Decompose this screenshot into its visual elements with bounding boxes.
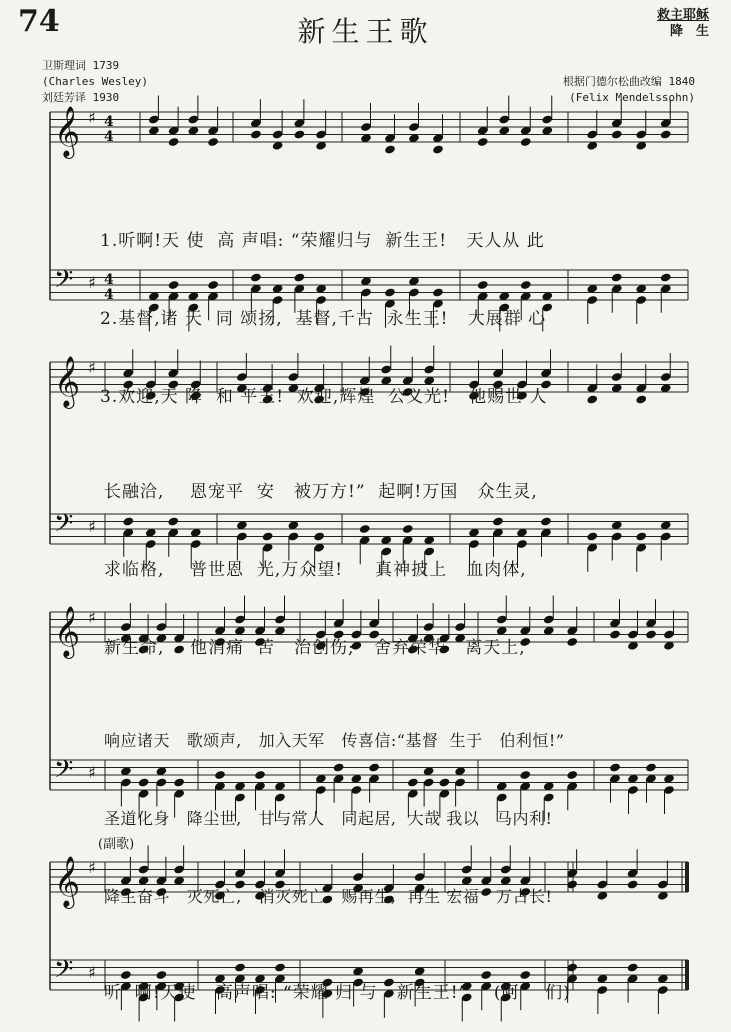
treble-clef-icon: 𝄞 bbox=[54, 356, 81, 407]
lyrics-system-3 bbox=[104, 676, 564, 936]
notehead bbox=[293, 129, 305, 139]
notehead bbox=[609, 762, 621, 772]
lyrics-system-2 bbox=[104, 427, 538, 687]
key-signature-sharp: ♯ bbox=[88, 858, 96, 877]
notehead bbox=[566, 770, 578, 780]
bass-clef-icon: 𝄢 bbox=[54, 755, 74, 790]
verse-2-line: 圣道化身 降尘世, 甘与常人 同起居, 大哉 我以 马内利! bbox=[104, 809, 553, 828]
verse-3-line: 新生命, 他消痛 苦 治创伤; 舍弃荣华 离天上, bbox=[104, 638, 526, 658]
notehead bbox=[660, 272, 672, 282]
key-signature-sharp: ♯ bbox=[88, 517, 96, 536]
key-signature-sharp: ♯ bbox=[88, 273, 96, 292]
notehead bbox=[586, 394, 598, 404]
treble-clef-icon: 𝄞 bbox=[54, 606, 81, 657]
verse-1-line: 长融洽, 恩宠平 安 被万方!” 起啊!万国 众生灵, bbox=[104, 482, 538, 502]
notehead bbox=[566, 637, 578, 647]
chorus-label: (副歌) bbox=[98, 837, 135, 852]
hymn-title: 新生王歌 bbox=[297, 15, 434, 48]
bass-clef-icon: 𝄢 bbox=[54, 955, 74, 990]
bass-clef-icon: 𝄢 bbox=[54, 509, 74, 544]
lyrics-chorus bbox=[104, 928, 571, 1032]
notehead bbox=[540, 516, 552, 526]
notehead bbox=[611, 129, 623, 139]
time-signature-top: 4 bbox=[104, 114, 114, 130]
key-signature-sharp: ♯ bbox=[88, 963, 96, 982]
category-line-2: 降 生 bbox=[669, 24, 709, 39]
chorus-line: 听 啊!天使 高声唱: “荣耀 归 与 新生王!” (阿 们) bbox=[104, 983, 571, 1003]
hymn-number: 74 bbox=[18, 4, 60, 39]
composer-english: (Felix Mendelssohn) bbox=[569, 91, 695, 104]
notehead bbox=[520, 137, 532, 147]
verse-3-line: 降生奋斗 灭死亡, 消灭死亡 赐再生, 再生 宏福 万古长! bbox=[104, 887, 553, 906]
verse-1-line: 响应诸天 歌颂声, 加入天军 传喜信:“基督 生于 伯利恒!” bbox=[104, 731, 565, 750]
notehead bbox=[250, 129, 262, 139]
notehead bbox=[635, 531, 647, 541]
verse-3-line: 3.欢迎,天 降 和 平王! 欢迎,辉煌 公义光! 他赐世 人 bbox=[100, 387, 548, 407]
verse-2-line: 求临格, 普世恩 光,万众望! 真神披上 血肉体, bbox=[104, 560, 527, 580]
lyricist-english: (Charles Wesley) bbox=[42, 75, 148, 88]
notehead bbox=[627, 879, 639, 889]
time-signature-bottom: 4 bbox=[104, 129, 114, 145]
notehead bbox=[611, 272, 623, 282]
category-line-1: 救主耶稣 bbox=[656, 8, 709, 23]
time-signature-top: 4 bbox=[104, 272, 114, 288]
notehead bbox=[660, 129, 672, 139]
bass-clef-icon: 𝄢 bbox=[54, 265, 74, 300]
lyricist: 卫斯理词 1739 bbox=[42, 59, 120, 72]
translator: 刘廷芳译 1930 bbox=[42, 91, 120, 104]
lyrics-system-1 bbox=[100, 176, 548, 436]
time-signature-bottom: 4 bbox=[104, 287, 114, 303]
notehead bbox=[432, 144, 444, 154]
notehead bbox=[609, 629, 621, 639]
final-barline-thick bbox=[685, 862, 689, 892]
notehead bbox=[635, 394, 647, 404]
verse-1-line: 1.听啊!天 使 高 声唱: “荣耀归与 新生王! 天人从 此 bbox=[100, 231, 545, 251]
key-signature-sharp: ♯ bbox=[88, 358, 96, 377]
notehead bbox=[477, 137, 489, 147]
composer: 根据门德尔松曲改编 1840 bbox=[562, 75, 695, 88]
notehead bbox=[645, 762, 657, 772]
key-signature-sharp: ♯ bbox=[88, 763, 96, 782]
notehead bbox=[627, 962, 639, 972]
verse-2-line: 2.基督,诸 天 同 颂扬, 基督,千古 永生王! 大展群 心 bbox=[100, 309, 547, 329]
key-signature-sharp: ♯ bbox=[88, 108, 96, 127]
notehead bbox=[586, 531, 598, 541]
treble-clef-icon: 𝄞 bbox=[54, 856, 81, 907]
key-signature-sharp: ♯ bbox=[88, 608, 96, 627]
notehead bbox=[207, 137, 219, 147]
treble-clef-icon: 𝄞 bbox=[54, 106, 81, 157]
notehead bbox=[168, 137, 180, 147]
notehead bbox=[645, 629, 657, 639]
final-barline-thick bbox=[685, 960, 689, 990]
notehead bbox=[384, 144, 396, 154]
